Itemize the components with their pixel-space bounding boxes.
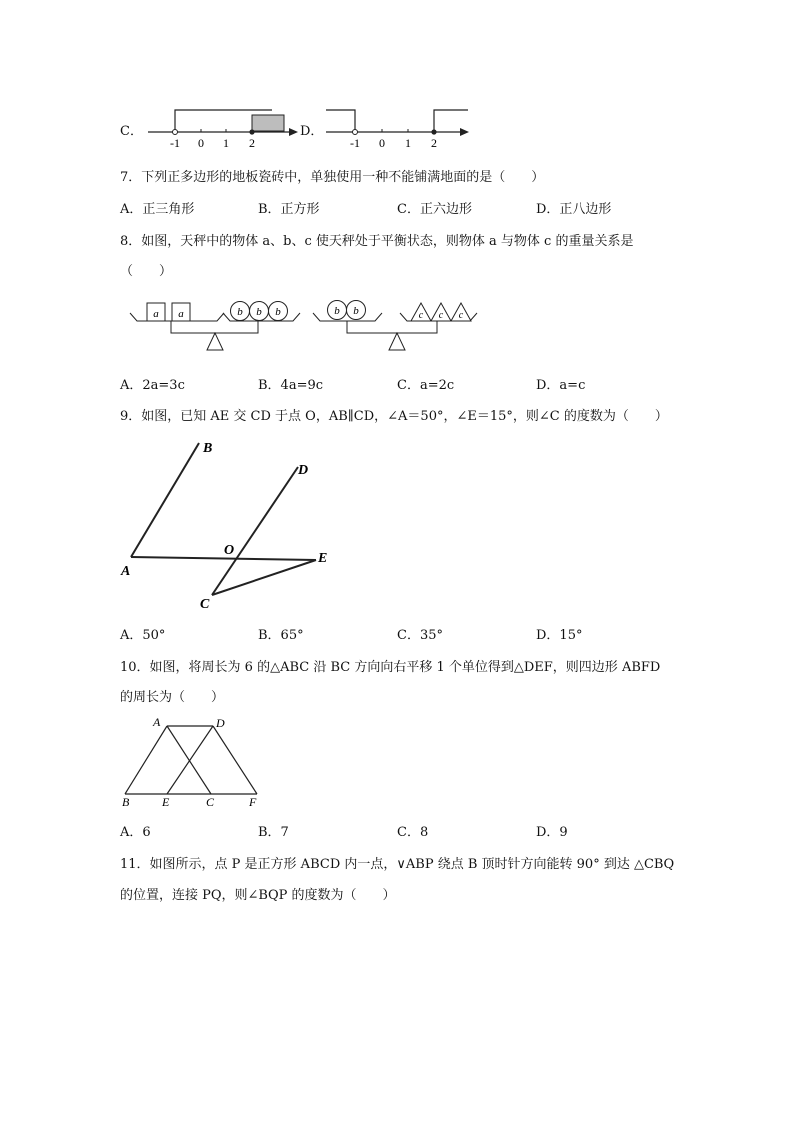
point-o-label: O — [224, 543, 235, 558]
tick-c-2: 2 — [249, 136, 255, 150]
weight-b-2: b — [256, 306, 262, 318]
q8-balance-figure — [125, 293, 490, 355]
q7-option-c: C．正六边形 — [397, 202, 472, 217]
q9-geometry-figure — [118, 432, 338, 612]
q8-option-c: C．a=2c — [397, 378, 455, 393]
q10-option-a: A．6 — [120, 825, 151, 840]
tick-d-neg1: -1 — [350, 136, 360, 150]
tick-d-2: 2 — [431, 136, 437, 150]
q7-stem: 7．下列正多边形的地板瓷砖中，单独使用一种不能铺满地面的是（ ） — [120, 170, 545, 185]
point-e-label: E — [162, 795, 170, 809]
point-b-label: B — [122, 795, 130, 809]
q9-option-a: A．50° — [120, 628, 166, 643]
tick-d-0: 0 — [379, 136, 385, 150]
weight-c-2: c — [438, 310, 444, 321]
point-d-label: D — [298, 463, 309, 478]
q9-option-b: B．65° — [258, 628, 304, 643]
point-c-label: C — [206, 795, 215, 809]
q8-stem-line2: （ ） — [120, 264, 173, 279]
point-d-label: D — [216, 716, 225, 730]
weight-c-1: c — [418, 310, 424, 321]
q10-translation-figure — [115, 712, 270, 812]
weight-a-1: a — [153, 308, 159, 320]
tick-c-neg1: -1 — [170, 136, 180, 150]
q11-stem-line1: 11．如图所示，点 P 是正方形 ABCD 内一点，∨ABP 绕点 B 顶时针方向能转 90° 到达 △CBQ — [120, 857, 675, 872]
q8-option-d: D．a=c — [536, 378, 586, 393]
weight-b-5: b — [353, 305, 359, 317]
tick-d-1: 1 — [405, 136, 411, 150]
q6-option-c-label: C． — [120, 124, 143, 139]
point-b-label: B — [203, 441, 213, 456]
tick-c-1: 1 — [223, 136, 229, 150]
q10-stem-line2: 的周长为（ ） — [120, 690, 225, 705]
point-f-label: F — [249, 795, 257, 809]
q7-option-d: D．正八边形 — [536, 202, 612, 217]
q10-stem-line1: 10．如图，将周长为 6 的△ABC 沿 BC 方向向右平移 1 个单位得到△DEF，则四边形 ABFD — [120, 660, 661, 675]
q7-option-a: A．正三角形 — [120, 202, 195, 217]
weight-b-4: b — [334, 305, 340, 317]
q10-option-b: B．7 — [258, 825, 289, 840]
weight-c-3: c — [458, 310, 464, 321]
q10-option-d: D．9 — [536, 825, 568, 840]
q6-option-c-numberline — [140, 100, 310, 150]
point-e-label: E — [318, 551, 328, 566]
point-a-label: A — [153, 715, 161, 729]
q10-option-c: C．8 — [397, 825, 429, 840]
weight-b-1: b — [237, 306, 243, 318]
q9-option-d: D．15° — [536, 628, 583, 643]
q6-option-d-label: D． — [300, 124, 324, 139]
point-a-label: A — [121, 564, 131, 579]
tick-c-0: 0 — [198, 136, 204, 150]
weight-a-2: a — [178, 308, 184, 320]
q8-option-a: A．2a=3c — [120, 378, 185, 393]
q9-option-c: C．35° — [397, 628, 443, 643]
weight-b-3: b — [275, 306, 281, 318]
q6-option-d-numberline — [318, 100, 478, 150]
point-c-label: C — [200, 597, 210, 612]
q7-option-b: B．正方形 — [258, 202, 320, 217]
q11-stem-line2: 的位置，连接 PQ，则∠BQP 的度数为（ ） — [120, 888, 396, 903]
q8-option-b: B．4a=9c — [258, 378, 324, 393]
q9-stem: 9．如图，已知 AE 交 CD 于点 O，AB∥CD，∠A＝50°，∠E＝15°，则∠C 的度数为（ ） — [120, 409, 668, 424]
q8-stem-line1: 8．如图，天秤中的物体 a、b、c 使天秤处于平衡状态，则物体 a 与物体 c 的重量关系是 — [120, 234, 634, 249]
